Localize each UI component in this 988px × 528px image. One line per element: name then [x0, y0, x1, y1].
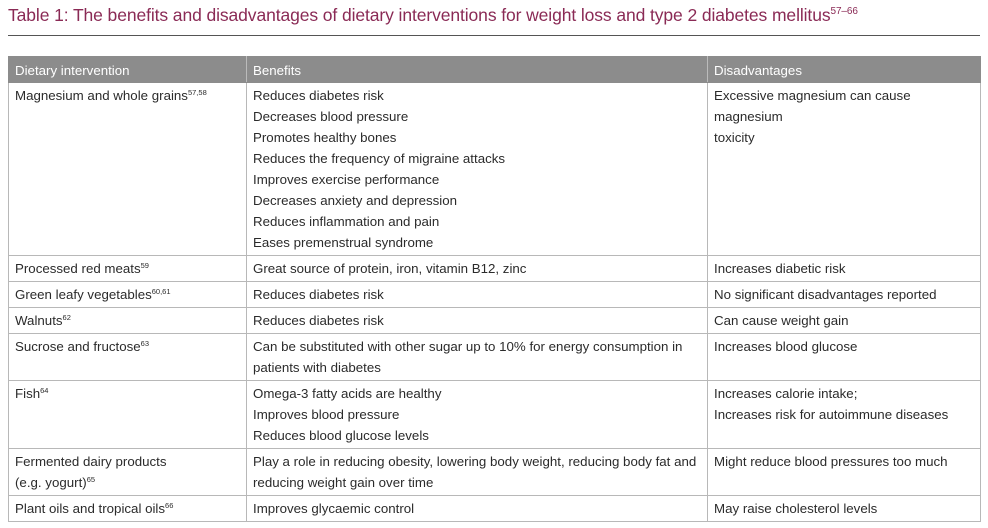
disadvantage-item: Increases calorie intake;	[714, 386, 858, 401]
reference-superscript: 65	[86, 475, 96, 484]
disadvantage-item: Increases risk for autoimmune diseases	[714, 407, 949, 422]
benefit-item: Reduces diabetes risk	[253, 88, 384, 103]
table-header-row	[9, 57, 981, 83]
disadvantage-item: Excessive magnesium can cause magnesium	[714, 88, 911, 124]
intervention-cell	[9, 83, 247, 256]
reference-superscript: 57,58	[187, 88, 207, 97]
table-title-refs: 57–66	[830, 6, 858, 17]
reference-superscript: 63	[140, 339, 149, 348]
disadvantage-item: Increases blood glucose	[714, 339, 858, 354]
benefit-item: Great source of protein, iron, vitamin B12, zinc	[253, 261, 527, 276]
intervention-name	[15, 258, 240, 279]
reference-superscript: 62	[62, 313, 71, 322]
intervention-text: Walnuts	[15, 313, 63, 328]
intervention-cell	[9, 381, 247, 449]
benefit-item: Can be substituted with other sugar up to 10% for energy consumption in	[253, 339, 683, 354]
intervention-text: Sucrose and fructose	[15, 339, 141, 354]
benefits-cell	[247, 496, 708, 522]
table-title-text: Table 1: The benefits and disadvantages of dietary interventions for weight loss and type 2 diabetes mellitus	[8, 5, 831, 25]
benefit-item: Promotes healthy bones	[253, 130, 397, 145]
benefit-item: Improves exercise performance	[253, 172, 440, 187]
disadvantages-cell	[708, 381, 981, 449]
intervention-name	[15, 498, 240, 519]
table-row	[9, 381, 981, 449]
disadvantage-item: Increases diabetic risk	[714, 261, 846, 276]
intervention-name	[15, 284, 240, 305]
disadvantages-cell	[708, 496, 981, 522]
benefit-item: Improves glycaemic control	[253, 501, 415, 516]
table-row	[9, 449, 981, 496]
intervention-name	[15, 85, 240, 106]
benefit-item: Reduces diabetes risk	[253, 313, 384, 328]
intervention-cell	[9, 282, 247, 308]
disadvantages-cell	[708, 282, 981, 308]
reference-superscript: 66	[165, 501, 174, 510]
intervention-name	[15, 383, 240, 404]
table-row	[9, 308, 981, 334]
benefits-table	[8, 56, 981, 522]
intervention-name	[15, 472, 240, 493]
disadvantages-cell	[708, 334, 981, 381]
benefit-item: reducing weight gain over time	[253, 475, 434, 490]
benefits-cell	[247, 449, 708, 496]
table-row	[9, 496, 981, 522]
benefits-cell	[247, 83, 708, 256]
intervention-text: Fish	[15, 386, 41, 401]
disadvantages-cell	[708, 308, 981, 334]
table-row	[9, 334, 981, 381]
disadvantage-item: No significant disadvantages reported	[714, 287, 937, 302]
benefit-item: Decreases anxiety and depression	[253, 193, 458, 208]
table-body	[9, 83, 981, 522]
intervention-cell	[9, 449, 247, 496]
reference-superscript: 60,61	[151, 287, 171, 296]
intervention-text: Processed red meats	[15, 261, 141, 276]
benefits-cell	[247, 381, 708, 449]
benefit-item: Reduces the frequency of migraine attacks	[253, 151, 506, 166]
table-title	[8, 5, 858, 26]
intervention-cell	[9, 496, 247, 522]
disadvantage-item: Might reduce blood pressures too much	[714, 454, 948, 469]
benefit-item: Reduces blood glucose levels	[253, 428, 429, 443]
disadvantage-item: May raise cholesterol levels	[714, 501, 878, 516]
benefits-cell	[247, 334, 708, 381]
benefit-item: Play a role in reducing obesity, lowering body weight, reducing body fat and	[253, 454, 697, 469]
table-row	[9, 282, 981, 308]
header-benefits: Benefits	[247, 57, 708, 83]
intervention-cell	[9, 308, 247, 334]
benefits-cell	[247, 308, 708, 334]
benefits-cell	[247, 282, 708, 308]
intervention-cell	[9, 334, 247, 381]
intervention-cell	[9, 256, 247, 282]
reference-superscript: 64	[40, 386, 49, 395]
disadvantages-cell	[708, 449, 981, 496]
intervention-name	[15, 451, 240, 472]
intervention-text: Magnesium and whole grains	[15, 88, 188, 103]
benefit-item: Eases premenstrual syndrome	[253, 235, 434, 250]
intervention-text: Green leafy vegetables	[15, 287, 152, 302]
intervention-name	[15, 336, 240, 357]
benefit-item: Decreases blood pressure	[253, 109, 409, 124]
intervention-text: Plant oils and tropical oils	[15, 501, 166, 516]
disadvantages-cell	[708, 83, 981, 256]
reference-superscript: 59	[140, 261, 149, 270]
benefits-cell	[247, 256, 708, 282]
intervention-name	[15, 310, 240, 331]
benefit-item: Reduces inflammation and pain	[253, 214, 440, 229]
disadvantage-item: Can cause weight gain	[714, 313, 849, 328]
benefit-item: patients with diabetes	[253, 360, 381, 375]
disadvantages-cell	[708, 256, 981, 282]
benefit-item: Omega-3 fatty acids are healthy	[253, 386, 442, 401]
intervention-text: (e.g. yogurt)	[15, 475, 87, 490]
table-row	[9, 256, 981, 282]
title-divider	[8, 35, 980, 36]
disadvantage-item: toxicity	[714, 130, 755, 145]
benefit-item: Improves blood pressure	[253, 407, 400, 422]
header-disadvantages: Disadvantages	[708, 57, 981, 83]
table-row	[9, 83, 981, 256]
header-dietary-intervention: Dietary intervention	[9, 57, 247, 83]
intervention-text: Fermented dairy products	[15, 454, 167, 469]
benefit-item: Reduces diabetes risk	[253, 287, 384, 302]
